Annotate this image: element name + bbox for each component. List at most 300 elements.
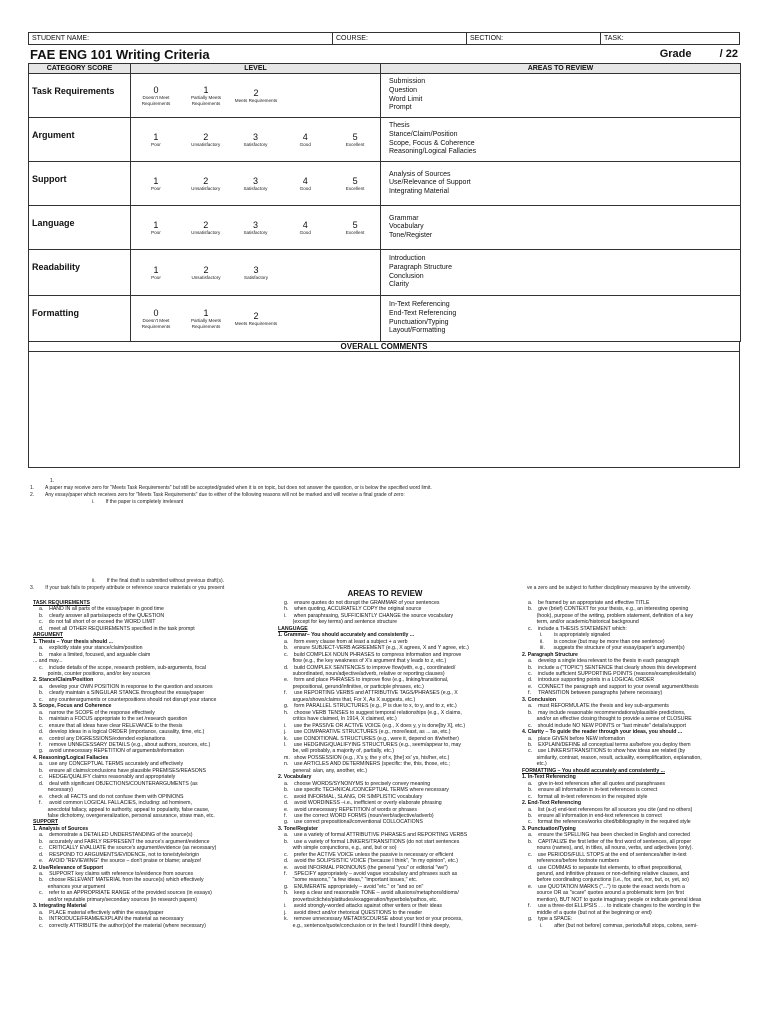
review-line: c. use LINKERS/TRANSITIONS to show how ideas are related (by bbox=[528, 748, 686, 755]
review-line: a. demonstrate a DETAILED UNDERSTANDING of the source(s) bbox=[39, 832, 193, 839]
review-line: m. show POSSESSION (e.g., X's y, the y of x, [the] xs' ys, his/her, etc.) bbox=[284, 754, 450, 761]
category-name: Readability bbox=[29, 250, 131, 296]
level-score: 2 bbox=[253, 87, 259, 98]
level-option[interactable] bbox=[181, 176, 231, 192]
level-option[interactable] bbox=[280, 220, 330, 236]
review-line: c. use PERIODS/FULL STOPS at the end of sentences/after in-text bbox=[528, 851, 687, 858]
areas-header: AREAS TO REVIEW bbox=[381, 64, 741, 74]
review-line: b. EXPLAIN/DEFINE all conceptual terms as/before you deploy them bbox=[528, 741, 691, 748]
review-line: b. make a limited, focused, and arguable claim bbox=[39, 651, 151, 658]
level-option[interactable] bbox=[181, 308, 231, 329]
level-cell bbox=[131, 250, 381, 296]
review-line: "some reasons," "a few ideas," "important issues," etc. bbox=[284, 877, 418, 884]
review-line: TASK REQUIREMENTS bbox=[33, 600, 90, 606]
review-line: f. use REPORTING VERBS and ATTRIBUTIVE TAGS/PHRASES (e.g., X bbox=[284, 690, 458, 697]
level-option[interactable] bbox=[280, 176, 330, 192]
review-line: f. avoid common LOGICAL FALLACIES, including: ad hominem, bbox=[39, 800, 192, 807]
review-line: k. remove unnecessary METADISCOURSE about your text or your process, bbox=[284, 916, 463, 923]
level-option[interactable] bbox=[330, 132, 380, 148]
review-line: i. use the PASSIVE OR ACTIVE VOICE (e.g., X does y, y is done[by X], etc.) bbox=[284, 722, 466, 729]
review-line: ARGUMENT bbox=[33, 632, 63, 639]
level-score: 5 bbox=[352, 219, 358, 230]
review-line: anecdotal fallacy, appeal to authority, appeal to popularity, false cause, bbox=[39, 806, 210, 813]
overall-comments-box[interactable] bbox=[28, 352, 740, 468]
note-line: ii. If the final draft is submitted without previous draft(s). bbox=[92, 578, 224, 584]
review-line: mention), BUT NOT to quote imaginary people or indicate general ideas bbox=[528, 896, 702, 903]
review-line: k. use CONDITIONAL STRUCTURES (e.g., were it, depend on if/whether) bbox=[284, 735, 459, 742]
review-line: references/before footnote numbers bbox=[528, 858, 620, 865]
level-cell bbox=[131, 296, 381, 342]
review-line: before coordinating conjunctions (i.e., for, and, nor, but, or, yet, so) bbox=[528, 877, 689, 884]
student-name-field[interactable]: STUDENT NAME: bbox=[29, 33, 333, 45]
review-line: FORMATTING – You should accurately and consistently ... bbox=[522, 767, 665, 774]
review-line: c. include sufficient SUPPORTING POINTS (reasons/examples/details) bbox=[528, 670, 696, 677]
review-line: general: a/an, any, another, etc.) bbox=[284, 767, 367, 774]
review-line: similarity, contrast, reason, result, actuality, exemplification, explanation, bbox=[528, 754, 702, 761]
level-score: 4 bbox=[302, 219, 308, 230]
review-line: e.g., sentence/quote/conclusion or in the text I found/if I think deeply, bbox=[284, 922, 451, 929]
review-line: nouns (names), and, in titles, all nouns, verbs, and adjectives (only). bbox=[528, 845, 693, 852]
level-score: 1 bbox=[203, 85, 209, 95]
category-name: Formatting bbox=[29, 296, 131, 342]
note-line: 3. If your task fails to properly attribute or reference source materials or you present bbox=[30, 585, 225, 591]
review-line: false dichotomy, overgeneralization, personal assurance, straw man, etc. bbox=[39, 812, 215, 819]
review-line: e. CONNECT the paragraph and support to your overall argument/thesis bbox=[528, 683, 699, 690]
areas-cell bbox=[381, 250, 741, 296]
review-line: b. ensure SUBJECT-VERB AGREEMENT (e.g., X agrees, X and Y agree, etc.) bbox=[284, 645, 469, 652]
review-line: (except for key terms) and sentence structure bbox=[284, 619, 398, 626]
review-line: i. avoid strongly-worded attacks against other writers or their ideas bbox=[284, 903, 443, 910]
note-line: 1. A paper may receive zero for "Meets Task Requirements" but still be accepted/graded when it is on topic, but does not answer the question, or is below the specified word limit. bbox=[30, 485, 432, 491]
review-line: c. any counterarguments or counterpositions should not disrupt your stance bbox=[39, 696, 217, 703]
level-descriptor: Unsatisfactory bbox=[191, 141, 221, 147]
review-line: d. meet all OTHER REQUIREMENTS specified in the task prompt bbox=[39, 625, 195, 632]
review-line: argues/shows/claims that, For X, As X suggests, etc.) bbox=[284, 696, 416, 703]
level-descriptor: Good bbox=[299, 141, 311, 147]
level-score: 1 bbox=[153, 219, 159, 230]
review-line: e. check all FACTS and do not confuse them with OPINIONS bbox=[39, 793, 184, 800]
level-descriptor: Excellent bbox=[345, 185, 365, 191]
review-line: j. avoid direct and/or rhetorical QUESTIONS to the reader bbox=[284, 909, 423, 916]
review-line: a. must REFORMULATE the thesis and key sub-arguments bbox=[528, 703, 669, 710]
review-line: source OR as "scare" quotes around a problematic term (on first bbox=[528, 890, 684, 897]
review-line: b. INTRODUCE/FRAME/EXPLAIN the material as necessary bbox=[39, 916, 184, 923]
review-line: a. list (a-z) end-text references for all sources you cite (and no others) bbox=[528, 806, 693, 813]
level-option[interactable] bbox=[181, 132, 231, 148]
level-descriptor: Good bbox=[299, 185, 311, 191]
review-line: b. maintain a FOCUS appropriate to the set /research question bbox=[39, 716, 188, 723]
review-line: 1. In-Text Referencing bbox=[522, 774, 576, 781]
review-line: a. use a variety of formal ATTRIBUTIVE PHRASES and REPORTING VERBS bbox=[284, 832, 468, 839]
level-option[interactable] bbox=[131, 85, 181, 106]
review-line: d. avoid the SOLIPSISTIC VOICE ("because I think", "in my opinion", etc.) bbox=[284, 858, 459, 865]
level-descriptor: Meets Requirements bbox=[234, 97, 278, 103]
level-descriptor: Partially Meets Requirements bbox=[190, 318, 222, 329]
areas-cell bbox=[381, 296, 741, 342]
level-cell bbox=[131, 162, 381, 206]
level-option[interactable] bbox=[231, 265, 281, 281]
review-line: LANGUAGE bbox=[278, 625, 308, 632]
review-line: c. include a THESIS STATEMENT which: bbox=[528, 625, 627, 632]
review-line: c. should include NO NEW POINTS or "last minute" details/support bbox=[528, 722, 686, 729]
level-score: 3 bbox=[252, 131, 258, 142]
review-line: i. when paraphrasing, SUFFICIENTLY CHANGE the source vocabulary bbox=[284, 612, 454, 619]
review-line: critics have claimed, In 1914, X claimed, etc.) bbox=[284, 716, 397, 723]
review-line: b. use a variety of formal LINKERS/TRANSITIONS (do not start sentences bbox=[284, 838, 460, 845]
review-line: g. form PARALLEL STRUCTURES (e.g., P is due to x, to y, and to z, etc.) bbox=[284, 703, 457, 710]
area-item: Introduction bbox=[389, 255, 426, 263]
grade-total: / 22 bbox=[719, 48, 738, 60]
review-line: e. use QUOTATION MARKS ("...") to quote the exact words from a bbox=[528, 883, 685, 890]
area-item: Submission bbox=[389, 78, 426, 86]
rubric-table bbox=[28, 63, 741, 342]
areas-column-2 bbox=[278, 600, 506, 929]
review-line: 2. Vocabulary bbox=[278, 774, 312, 781]
review-line: c. format the references/works cited/bibliography in the required style bbox=[528, 819, 691, 826]
level-score: 1 bbox=[203, 308, 209, 318]
review-line: middle of a quote (but not at the beginning or end) bbox=[528, 909, 652, 916]
review-line: term, and/or academic/historical background bbox=[528, 619, 639, 626]
areas-column-3 bbox=[522, 600, 742, 929]
review-line: j. use COMPARATIVE STRUCTURES (e.g., more/least, as ... as, etc.) bbox=[284, 729, 451, 736]
level-cell bbox=[131, 206, 381, 250]
level-header: LEVEL bbox=[131, 64, 381, 74]
review-line: 3. Scope, Focus and Coherence bbox=[33, 703, 112, 710]
level-option[interactable] bbox=[330, 220, 380, 236]
level-option[interactable] bbox=[131, 176, 181, 192]
area-item: Clarity bbox=[389, 281, 409, 289]
level-descriptor: Doesn't Meet Requirements bbox=[141, 318, 171, 329]
review-line: c. build COMPLEX NOUN PHRASES to compress information and improve bbox=[284, 651, 462, 658]
level-option[interactable] bbox=[330, 176, 380, 192]
area-item: Reasoning/Logical Fallacies bbox=[389, 148, 477, 156]
grade-label: Grade bbox=[659, 48, 692, 60]
cut-off-note: ve a zero and be subject to further disciplinary measures by the university. bbox=[527, 585, 691, 591]
course-field[interactable]: COURSE: bbox=[333, 33, 467, 45]
level-option[interactable] bbox=[131, 308, 181, 329]
level-descriptor: Unsatisfactory bbox=[191, 229, 221, 235]
level-options bbox=[131, 296, 380, 341]
level-descriptor: Poor bbox=[151, 274, 161, 280]
review-line: enhances your argument bbox=[39, 883, 106, 890]
level-option[interactable] bbox=[131, 132, 181, 148]
review-line: b. accurately and FAIRLY REPRESENT the source's argument/evidence bbox=[39, 838, 210, 845]
rubric-row bbox=[29, 118, 741, 162]
task-field[interactable]: TASK: bbox=[604, 35, 624, 42]
section-field[interactable]: SECTION: bbox=[467, 33, 601, 45]
review-line: i. is appropriately signaled bbox=[540, 632, 611, 639]
area-item: Punctuation/Typing bbox=[389, 318, 449, 326]
area-item: Integrating Material bbox=[389, 187, 449, 195]
areas-cell bbox=[381, 74, 741, 118]
review-line: b. choose RELEVANT MATERIAL from the source(s) which effectively bbox=[39, 877, 204, 884]
review-line: b. use specific TECHNICAL/CONCEPTUAL TERMS where necessary bbox=[284, 787, 449, 794]
level-descriptor: Satisfactory bbox=[244, 274, 268, 280]
review-line: g. ENUMERATE appropriately – avoid "etc." or "and so on" bbox=[284, 883, 424, 890]
level-score: 1 bbox=[153, 175, 159, 186]
level-score: 2 bbox=[203, 219, 209, 230]
category-header: CATEGORY SCORE bbox=[29, 64, 131, 74]
review-line: 1. Grammar– You should accurately and consistently ... bbox=[278, 632, 415, 639]
review-line: c. refer to an APPROPRIATE RANGE of the provided sources (in essays) bbox=[39, 890, 212, 897]
review-line: b. give (brief) CONTEXT for your thesis, e.g., an interesting opening bbox=[528, 606, 689, 613]
category-name: Language bbox=[29, 206, 131, 250]
review-line: c. HEDGE/QUALIFY claims reasonably and appropriately bbox=[39, 774, 176, 781]
grading-notes bbox=[30, 478, 570, 506]
level-descriptor: Satisfactory bbox=[243, 185, 268, 191]
area-item: Thesis bbox=[389, 122, 410, 130]
review-line: b. include a ("TOPIC") SENTENCE that clearly shows this development bbox=[528, 664, 697, 671]
review-line: 2. Stance/Claim/Position bbox=[33, 677, 94, 684]
review-line: e. avoid INFORMAL PRONOUNS (the general "you" or editorial "we") bbox=[284, 864, 448, 871]
level-descriptor: Satisfactory bbox=[243, 229, 268, 235]
level-option[interactable] bbox=[181, 265, 231, 281]
area-item: End-Text Referencing bbox=[389, 309, 457, 317]
review-line: a. use any CONCEPTUAL TERMS accurately and effectively bbox=[39, 761, 184, 768]
note-line: i. If the paper is completely irrelevant bbox=[92, 499, 184, 505]
area-item: Analysis of Sources bbox=[389, 170, 451, 178]
level-option[interactable] bbox=[181, 220, 231, 236]
review-line: 4. Reasoning/Logical Fallacies bbox=[33, 754, 109, 761]
review-line: e. AVOID "REVIEWING" the source – don't praise or blame; analyze! bbox=[39, 858, 202, 865]
review-line: a. explicitly state your stance/claim/position bbox=[39, 645, 143, 652]
level-option[interactable] bbox=[131, 220, 181, 236]
review-line: iii. suggests the structure of your essay/paper's argument(s) bbox=[540, 645, 685, 652]
level-option[interactable] bbox=[280, 132, 330, 148]
rubric-row bbox=[29, 162, 741, 206]
level-option[interactable] bbox=[231, 88, 281, 104]
level-score: 0 bbox=[153, 308, 159, 318]
level-options bbox=[131, 162, 380, 205]
review-line: necessary) bbox=[39, 787, 74, 794]
areas-cell bbox=[381, 118, 741, 162]
review-line: 3. Punctuation/Typing bbox=[522, 825, 576, 832]
review-line: l. use HEDGING/QUALIFYING STRUCTURES (e.g., seem/appear to, may bbox=[284, 741, 461, 748]
rubric-row bbox=[29, 74, 741, 118]
review-line: b. ensure all information in in-text references is correct bbox=[528, 787, 658, 794]
note-line: 2. Any essay/paper which receives zero for "Meets Task Requirements" due to either of the following reasons will not be marked and will receive a final grade of zero: bbox=[30, 492, 405, 498]
review-line: a. be framed by an appropriate and effective TITLE bbox=[528, 600, 650, 606]
level-descriptor: Poor bbox=[151, 229, 161, 235]
level-option[interactable] bbox=[231, 220, 281, 236]
review-line: and/or an effective closing thought to provide a sense of CLOSURE bbox=[528, 716, 692, 723]
review-line: a. SUPPORT key claims with reference to/evidence from sources bbox=[39, 871, 194, 878]
level-options bbox=[131, 118, 380, 161]
review-line: b. ensure all claims/conclusions have plausible PREMISES/REASONS bbox=[39, 767, 206, 774]
rubric-row bbox=[29, 250, 741, 296]
area-item: Layout/Formatting bbox=[389, 327, 446, 335]
level-score: 4 bbox=[302, 131, 308, 142]
level-score: 5 bbox=[352, 131, 358, 142]
review-line: 3. Conclusion bbox=[522, 696, 557, 703]
level-option[interactable] bbox=[231, 176, 281, 192]
review-line: flow (e.g., the key weakness of X's argument that y leads to z, etc.) bbox=[284, 658, 447, 665]
level-descriptor: Unsatisfactory bbox=[191, 185, 221, 191]
area-item: Question bbox=[389, 86, 418, 94]
level-descriptor: Partially Meets Requirements bbox=[190, 95, 222, 106]
level-score: 2 bbox=[203, 264, 209, 275]
level-score: 2 bbox=[203, 131, 209, 142]
review-line: c. do not fall short of or exceed the WORD LIMIT bbox=[39, 619, 156, 626]
level-score: 2 bbox=[203, 175, 209, 186]
review-line: a. narrow the SCOPE of the response effectively bbox=[39, 709, 155, 716]
review-line: g. use correct prepositional/conventional COLLOCATIONS bbox=[284, 819, 423, 826]
areas-column-1 bbox=[33, 600, 261, 929]
level-score: 0 bbox=[153, 85, 159, 95]
level-options bbox=[131, 206, 380, 249]
level-option[interactable] bbox=[231, 132, 281, 148]
review-line: c. CRITICALLY EVALUATE the source's argument/evidence (as necessary) bbox=[39, 845, 217, 852]
review-line: be, will probably, a majority of, partially, etc.) bbox=[284, 748, 394, 755]
review-line: 2. Paragraph Structure bbox=[522, 651, 578, 658]
review-line: etc.) bbox=[528, 761, 547, 768]
level-descriptor: Unsatisfactory bbox=[191, 274, 221, 280]
review-line: b. clearly answer all parts/aspects of the QUESTION bbox=[39, 612, 165, 619]
review-line: d. introduce supporting points in a LOGICAL ORDER bbox=[528, 677, 655, 684]
area-item: In-Text Referencing bbox=[389, 301, 450, 309]
review-line: a. develop your OWN POSITION in response to the question and sources bbox=[39, 683, 213, 690]
review-line: h. when quoting, ACCURATELY COPY the original source bbox=[284, 606, 422, 613]
review-line: f. use the correct WORD FORMS (noun/verb/adjective/adverb) bbox=[284, 812, 434, 819]
review-line: h. choose VERB TENSES to suggest temporal relationships (e.g., X claims, bbox=[284, 709, 462, 716]
review-line: and/or reputable primary/secondary sources (in research papers) bbox=[39, 896, 198, 903]
review-line: gerund, and infinitive phrases or non-defining relative clauses, and bbox=[528, 871, 690, 878]
overall-comments-header: OVERALL COMMENTS bbox=[28, 342, 740, 352]
areas-to-review-title: AREAS TO REVIEW bbox=[347, 589, 423, 598]
review-line: c. include details of the scope, research problem, sub-arguments, focal bbox=[39, 664, 206, 671]
area-item: Paragraph Structure bbox=[389, 263, 453, 271]
level-score: 1 bbox=[153, 264, 159, 275]
review-line: 2. Use/Relevance of Support bbox=[33, 864, 104, 871]
review-line: proverbs/clichés/platitudes/exaggeration/hyperbole/pathos, etc. bbox=[284, 896, 438, 903]
level-option[interactable] bbox=[231, 311, 281, 327]
review-line: e. form and place PHRASES to improve flow (e.g., linking/transitional, bbox=[284, 677, 449, 684]
review-line: f. remove UNNECESSARY DETAILS (e.g., about authors, sources, etc.) bbox=[39, 741, 211, 748]
areas-cell bbox=[381, 206, 741, 250]
review-line: d. RESPOND TO ARGUMENTS/EVIDENCE, not to tone/style/origin bbox=[39, 851, 200, 858]
review-line: 3. Integrating Material bbox=[33, 903, 87, 910]
note-line: 1. bbox=[50, 478, 55, 484]
category-name: Task Requirements bbox=[29, 74, 131, 118]
level-cell bbox=[131, 74, 381, 118]
review-line: 1. Thesis – Your thesis should ... bbox=[33, 638, 113, 645]
review-line: prepositional, gerund/infinitive, or participle phrases, etc.) bbox=[284, 683, 424, 690]
review-line: c. correctly ATTRIBUTE the author(s)of the material (where necessary) bbox=[39, 922, 206, 929]
review-line: a. give in-text references after all quotes and paraphrases bbox=[528, 780, 665, 787]
review-line: n. use ARTICLES AND DETERMINERS (specific: the, this, those, etc.; bbox=[284, 761, 450, 768]
level-score: 3 bbox=[252, 175, 258, 186]
review-line: d. deal with significant OBJECTIONS/COUNTERARGUMENTS (as bbox=[39, 780, 198, 787]
level-score: 3 bbox=[253, 264, 259, 275]
level-score: 4 bbox=[302, 175, 308, 186]
review-line: b. ensure all information in end-text references is correct bbox=[528, 812, 662, 819]
review-line: d. develop ideas in a logical ORDER (importance, causality, time, etc.) bbox=[39, 729, 205, 736]
page-title: FAE ENG 101 Writing Criteria bbox=[30, 46, 210, 62]
level-descriptor: Poor bbox=[151, 185, 161, 191]
area-item: Conclusion bbox=[389, 272, 424, 280]
review-line: (hook), purpose of the writing, problem statement, definition of a key bbox=[528, 612, 693, 619]
area-item: Vocabulary bbox=[389, 223, 424, 231]
review-line: b. clearly maintain a SINGULAR STANCE throughout the essay/paper bbox=[39, 690, 205, 697]
review-line: 4. Clarity – To guide the reader through your ideas, you should ... bbox=[522, 729, 683, 736]
review-line: b. may include reasonable recommendations/plausible predictions, bbox=[528, 709, 686, 716]
area-item: Word Limit bbox=[389, 95, 423, 103]
level-descriptor: Doesn't Meet Requirements bbox=[141, 95, 171, 106]
level-option[interactable] bbox=[181, 85, 231, 106]
level-descriptor: Meets Requirements bbox=[234, 320, 278, 326]
review-line: c. format all in-text references in the required style bbox=[528, 793, 648, 800]
area-item: Grammar bbox=[389, 214, 419, 222]
area-item: Use/Relevance of Support bbox=[389, 179, 471, 187]
review-line: ... and may... bbox=[33, 658, 63, 665]
level-options bbox=[131, 250, 380, 295]
title-row bbox=[28, 45, 740, 63]
area-item: Tone/Register bbox=[389, 231, 433, 239]
review-line: 3. Tone/Register bbox=[278, 825, 318, 832]
review-line: a. ensure the SPELLING has been checked in English and corrected bbox=[528, 832, 691, 839]
category-name: Argument bbox=[29, 118, 131, 162]
review-line: d. avoid WORDINESS –i.e., inefficient or overly elaborate phrasing bbox=[284, 800, 442, 807]
review-line: c. avoid INFORMAL, SLANG, OR SIMPLISTIC vocabulary bbox=[284, 793, 423, 800]
review-line: i. after (but not before) commas, periods/full stops, colons, semi- bbox=[540, 922, 698, 929]
review-line: g. type a SPACE: bbox=[528, 916, 573, 923]
rubric-row bbox=[29, 296, 741, 342]
review-line: f. TRANSITION between paragraphs (where necessary) bbox=[528, 690, 663, 697]
level-descriptor: Excellent bbox=[345, 229, 365, 235]
review-line: a. HAND IN all parts of the essay/paper in good time bbox=[39, 606, 164, 613]
review-line: a. form every clause from at least a subject + a verb bbox=[284, 638, 408, 645]
level-score: 2 bbox=[253, 310, 259, 321]
review-line: ii. is concise (but may be more than one sentence) bbox=[540, 638, 665, 645]
level-option[interactable] bbox=[131, 265, 181, 281]
level-score: 3 bbox=[252, 219, 258, 230]
review-line: d. use COMMAS to separate list elements, to offset prepositional, bbox=[528, 864, 683, 871]
review-line: c. prefer the ACTIVE VOICE unless the passive is necessary or efficient bbox=[284, 851, 454, 858]
review-line: e. control any DIGRESSIONS/extended explanations bbox=[39, 735, 166, 742]
review-line: g. ensure quotes do not disrupt the GRAMMAR of your sentences bbox=[284, 600, 440, 606]
area-item: Prompt bbox=[389, 104, 412, 112]
review-line: a. PLACE material effectively within the essay/paper bbox=[39, 909, 164, 916]
level-cell bbox=[131, 118, 381, 162]
review-line: with simple conjunctions, e.g., and, but or so) bbox=[284, 845, 397, 852]
review-line: points, counter positions, and/or key sources bbox=[39, 670, 151, 677]
grade-box bbox=[660, 48, 738, 60]
review-line: 2. End-Text Referencing bbox=[522, 800, 581, 807]
review-line: subordinated, noun/adjective/adverb, relative or reporting clauses) bbox=[284, 670, 445, 677]
area-item: Stance/Claim/Position bbox=[389, 130, 458, 138]
review-line: a. place GIVEN before NEW information bbox=[528, 735, 625, 742]
level-descriptor: Good bbox=[299, 229, 311, 235]
review-line: f. use a three-dot ELLIPSIS . . . to indicate changes to the wording in the bbox=[528, 903, 700, 910]
area-item: Scope, Focus & Coherence bbox=[389, 139, 475, 147]
level-descriptor: Poor bbox=[151, 141, 161, 147]
review-line: 1. Analysis of Sources bbox=[33, 825, 89, 832]
category-name: Support bbox=[29, 162, 131, 206]
review-line: e. avoid unnecessary REPETITION of words or phrases bbox=[284, 806, 417, 813]
review-line: a. choose WORDS/SYNONYMS to precisely convey meaning bbox=[284, 780, 431, 787]
review-line: b. CAPITALIZE the first letter of the first word of sentences, all proper bbox=[528, 838, 692, 845]
level-score: 5 bbox=[352, 175, 358, 186]
rubric-row bbox=[29, 206, 741, 250]
review-line: a. develop a single idea relevant to the thesis in each paragraph bbox=[528, 658, 680, 665]
review-line: c. ensure that all ideas have clear RELEVANCE to the thesis bbox=[39, 722, 183, 729]
review-line: h. keep a clear and reasonable TONE – avoid allusions/metaphors/idioms/ bbox=[284, 890, 459, 897]
review-line: g. avoid unnecessary REPETITION of arguments/information bbox=[39, 748, 184, 755]
level-options bbox=[131, 74, 380, 117]
level-score: 1 bbox=[153, 131, 159, 142]
student-info-row bbox=[28, 32, 740, 45]
review-line: d. build COMPLEX SENTENCES to improve flow(with, e.g., coordinated/ bbox=[284, 664, 456, 671]
